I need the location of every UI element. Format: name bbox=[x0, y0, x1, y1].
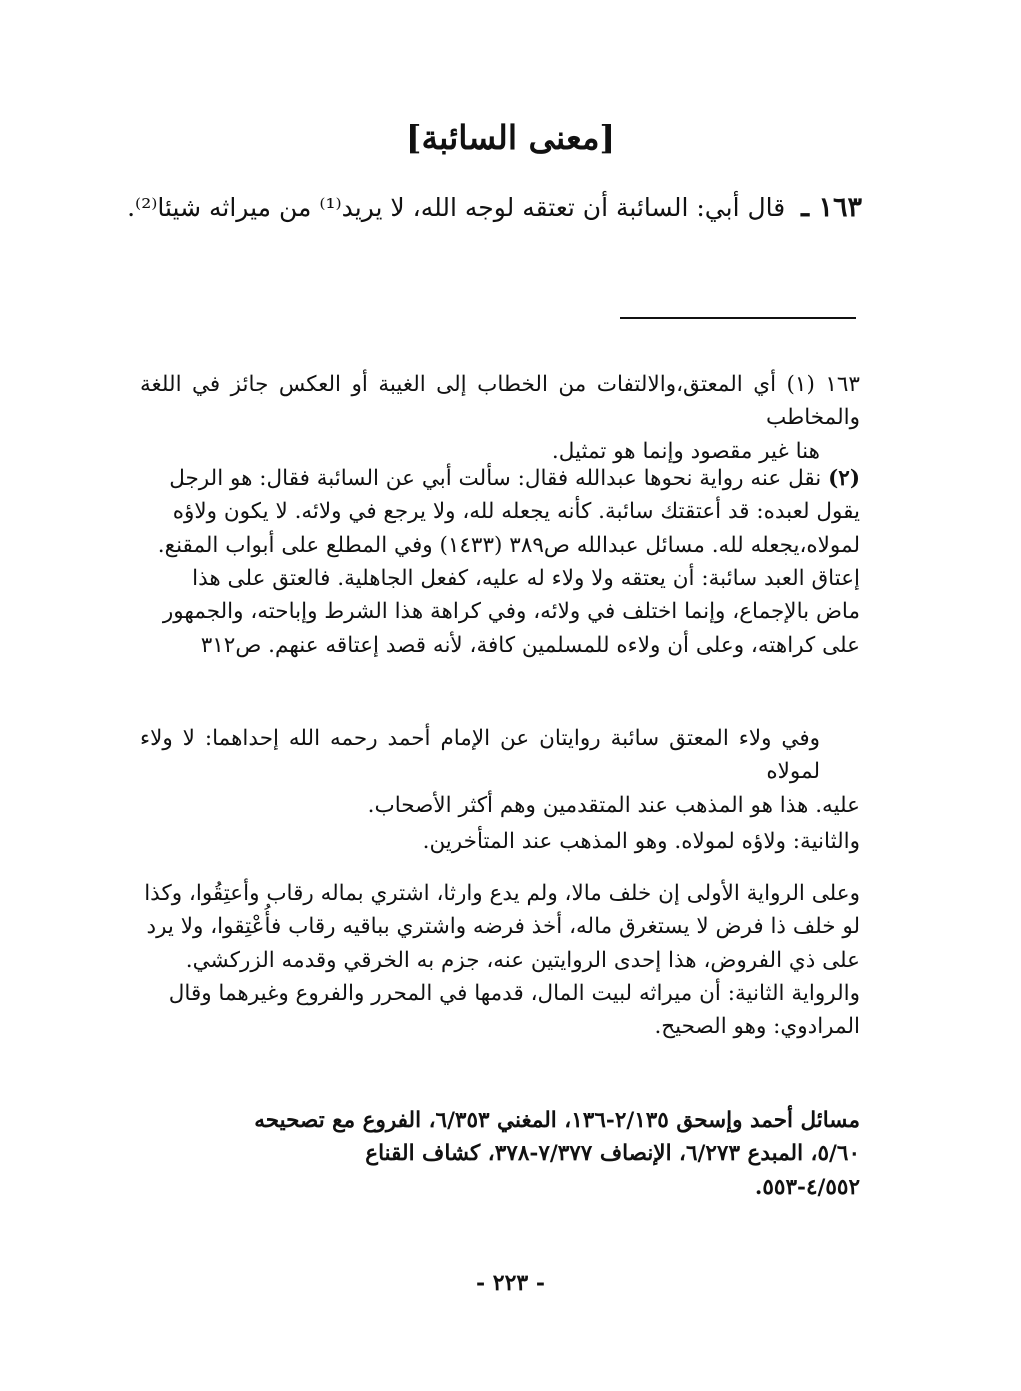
footnote-2-line-5: ماض بالإجماع، وإنما اختلف في ولائه، وفي كراهة هذا الشرط وإباحته، والجمهور bbox=[162, 599, 860, 625]
reference-line: ٤/٥٥٢-٥٥٣. bbox=[754, 1174, 860, 1200]
footnote-paragraph-two-narrations bbox=[140, 722, 860, 822]
footnote-2 bbox=[140, 462, 860, 662]
footnote-2-line-3: لمولاه،يجعله لله. مسائل عبدالله ص٣٨٩ (١٤٣٣) وفي المطلع على أبواب المقنع. bbox=[157, 532, 860, 558]
paragraph-line: وفي ولاء المعتق سائبة روايتان عن الإمام أحمد رحمه الله إحداهما: لا ولاء لمولاه bbox=[140, 726, 820, 785]
paragraph-line: المرادوي: وهو الصحيح. bbox=[654, 1014, 860, 1040]
paragraph-line: وعلى الرواية الأولى إن خلف مالا، ولم يدع وارثا، اشتري بماله رقاب وأعتِقُوا، وكذا bbox=[144, 881, 860, 906]
main-text: قال أبي: السائبة أن تعتقه لوجه الله، لا يريد⁽¹⁾ من ميراثه شيئا⁽²⁾. bbox=[127, 193, 786, 222]
footnote-1 bbox=[140, 368, 860, 468]
paragraph-line: والرواية الثانية: أن ميراثه لبيت المال، قدمها في المحرر والفروع وغيرهما وقال bbox=[168, 980, 860, 1006]
footnote-2-line-1 bbox=[140, 462, 860, 495]
footnote-1-line-1: ١٦٣ (١) أي المعتق،والالتفات من الخطاب إلى الغيبة أو العكس جائز في اللغة والمخاطب bbox=[140, 372, 860, 431]
footnote-2-line-6: على كراهته، وعلى أن ولاءه للمسلمين كافة، لأنه قصد إعتاقه عنهم. ص٣١٢ bbox=[200, 632, 860, 658]
section-heading: [معنى السائبة] bbox=[405, 118, 616, 157]
page-number: - ٢٢٣ - bbox=[475, 1270, 546, 1296]
footnote-1-line-2: هنا غير مقصود وإنما هو تمثيل. bbox=[551, 438, 820, 464]
paragraph-number: ١٦٣ ـ bbox=[801, 192, 862, 223]
reference-line: ٥/٦٠، المبدع ٦/٢٧٣، الإنصاف ٧/٣٧٧-٣٧٨، كشاف القناع bbox=[365, 1141, 860, 1167]
footnote-2-line-1-text: نقل عنه رواية نحوها عبدالله فقال: سألت أبي عن السائبة فقال: هو الرجل bbox=[169, 466, 822, 491]
footnote-2-label: (٢) bbox=[828, 466, 860, 491]
footnote-separator bbox=[620, 317, 856, 319]
paragraph-line: عليه. هذا هو المذهب عند المتقدمين وهم أكثر الأصحاب. bbox=[367, 792, 860, 818]
paragraph-line: لو خلف ذا فرض لا يستغرق ماله، أخذ فرضه واشتري بباقيه رقاب فأُعْتِقوا، ولا يرد bbox=[146, 914, 860, 940]
footnote-paragraph-first-narration bbox=[140, 877, 860, 1044]
reference-line: مسائل أحمد وإسحق ٢/١٣٥-١٣٦، المغني ٦/٣٥٣، الفروع مع تصحيحه bbox=[254, 1108, 860, 1133]
references-paragraph bbox=[140, 1104, 860, 1204]
footnote-paragraph-second-narration bbox=[140, 825, 860, 858]
paragraph-line: والثانية: ولاؤه لمولاه. وهو المذهب عند المتأخرين. bbox=[422, 829, 860, 854]
footnote-2-line-2: يقول لعبده: قد أعتقتك سائبة. كأنه يجعله لله، ولا يرجع في ولائه. لا يكون ولاؤه bbox=[172, 499, 860, 525]
main-text-paragraph bbox=[127, 188, 862, 229]
footnote-2-line-4: إعتاق العبد سائبة: أن يعتقه ولا ولاء له عليه، كفعل الجاهلية. فالعتق على هذا bbox=[192, 565, 860, 591]
paragraph-line: على ذي الفروض، هذا إحدى الروايتين عنه، جزم به الخرقي وقدمه الزركشي. bbox=[185, 947, 860, 973]
